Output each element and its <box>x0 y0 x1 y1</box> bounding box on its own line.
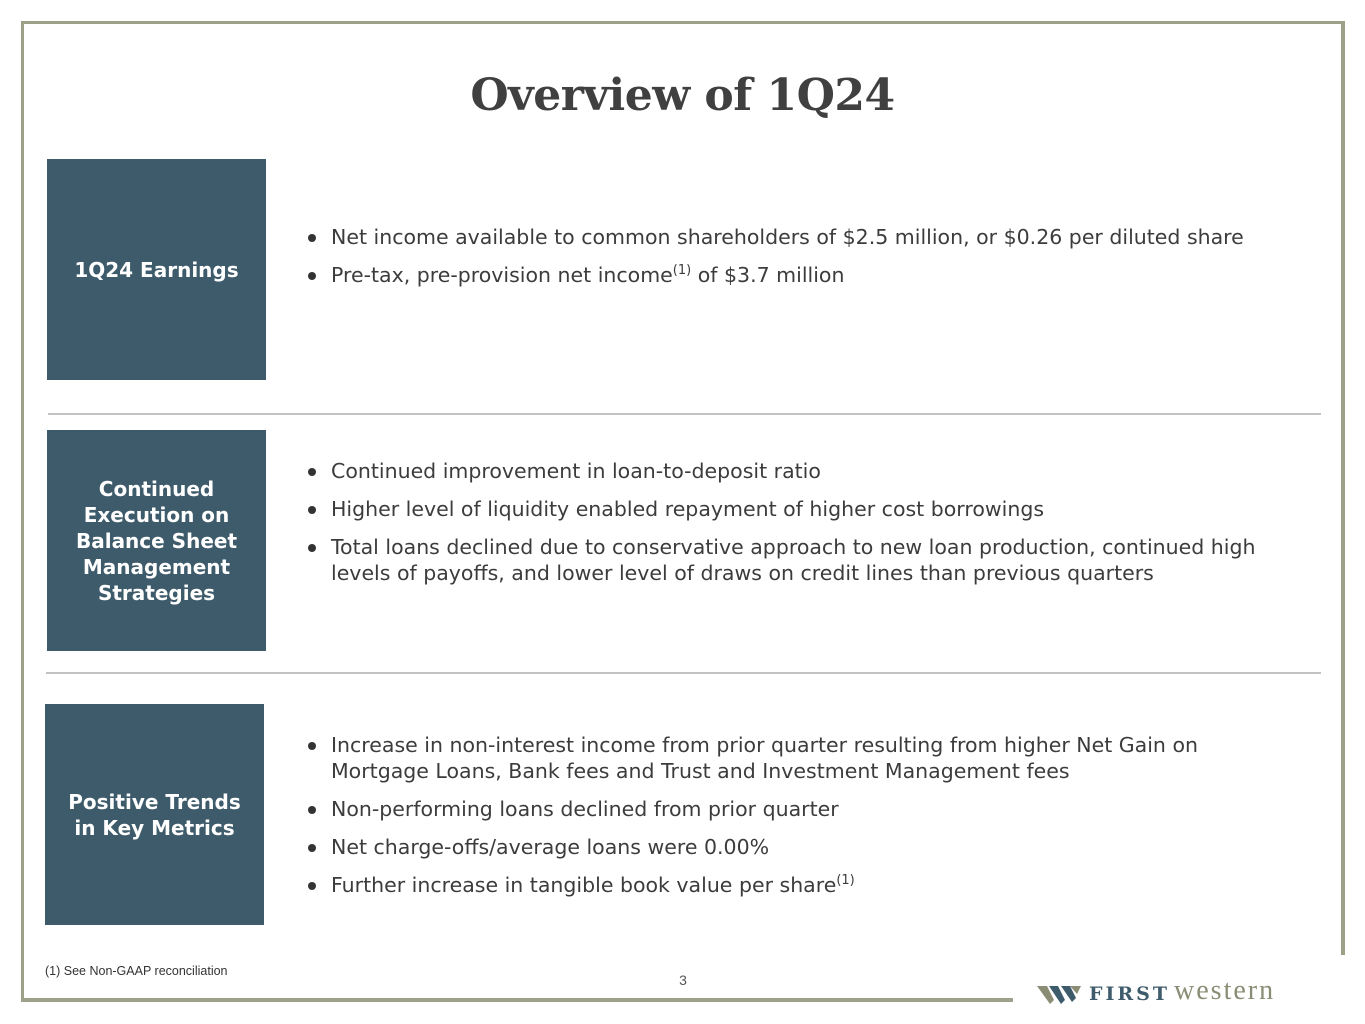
bullet-item <box>305 458 1295 484</box>
bullet-item <box>305 834 1295 860</box>
section-divider <box>46 672 1321 674</box>
section-divider <box>48 413 1321 415</box>
page-number: 3 <box>679 972 687 988</box>
logo-text-western: western <box>1174 975 1276 1006</box>
company-logo <box>1037 977 1275 1005</box>
bullet-text: Higher level of liquidity enabled repayment of higher cost borrowings <box>331 497 1045 521</box>
balance-sheet-bullet-list <box>305 458 1295 598</box>
section-label-balance-sheet: Continued Execution on Balance Sheet Management Strategies <box>47 430 266 651</box>
bullet-text: Net charge-offs/average loans were 0.00% <box>331 835 770 859</box>
bullet-dot-icon <box>308 882 316 890</box>
bullet-text: Pre-tax, pre-provision net income <box>331 263 673 287</box>
bullet-text: Net income available to common shareholders of $2.5 million, or $0.26 per diluted share <box>331 225 1244 249</box>
bullet-dot-icon <box>308 468 316 476</box>
bullet-dot-icon <box>308 234 316 242</box>
section-label-key-metrics: Positive Trends in Key Metrics <box>45 704 264 925</box>
frame-bottom-border <box>21 998 1013 1002</box>
footnote: (1) See Non-GAAP reconciliation <box>45 964 228 978</box>
bullet-dot-icon <box>308 844 316 852</box>
bullet-item <box>305 262 1295 288</box>
bullet-dot-icon <box>308 742 316 750</box>
bullet-text: Total loans declined due to conservative approach to new loan production, continued high levels of payoffs, and lower level of draws on credit lines than previous quarters <box>331 535 1256 585</box>
bullet-item <box>305 872 1295 898</box>
key-metrics-bullet-list <box>305 732 1295 910</box>
bullet-item <box>305 496 1295 522</box>
bullet-dot-icon <box>308 544 316 552</box>
page-title: Overview of 1Q24 <box>470 70 895 121</box>
first-western-logo-icon <box>1037 983 1083 1005</box>
bullet-dot-icon <box>308 806 316 814</box>
earnings-bullet-list <box>305 224 1295 300</box>
logo-text-first: FIRST <box>1089 983 1171 1005</box>
bullet-text-continued: of $3.7 million <box>691 263 845 287</box>
bullet-dot-icon <box>308 272 316 280</box>
bullet-text: Further increase in tangible book value per share <box>331 873 837 897</box>
bullet-text: Non-performing loans declined from prior quarter <box>331 797 839 821</box>
bullet-text: Continued improvement in loan-to-deposit ratio <box>331 459 821 483</box>
bullet-item <box>305 732 1295 784</box>
footnote-reference: (1) <box>836 873 855 888</box>
section-label-earnings: 1Q24 Earnings <box>47 159 266 380</box>
bullet-item <box>305 796 1295 822</box>
frame-top-border <box>21 21 1345 24</box>
bullet-dot-icon <box>308 506 316 514</box>
frame-left-border <box>21 21 24 1002</box>
frame-right-border <box>1341 21 1345 955</box>
footnote-reference: (1) <box>672 263 692 278</box>
bullet-item <box>305 534 1295 586</box>
bullet-text: Increase in non-interest income from prior quarter resulting from higher Net Gain on Mortgage Loans, Bank fees and Trust and Investment Management fees <box>331 733 1198 783</box>
bullet-item <box>305 224 1295 250</box>
